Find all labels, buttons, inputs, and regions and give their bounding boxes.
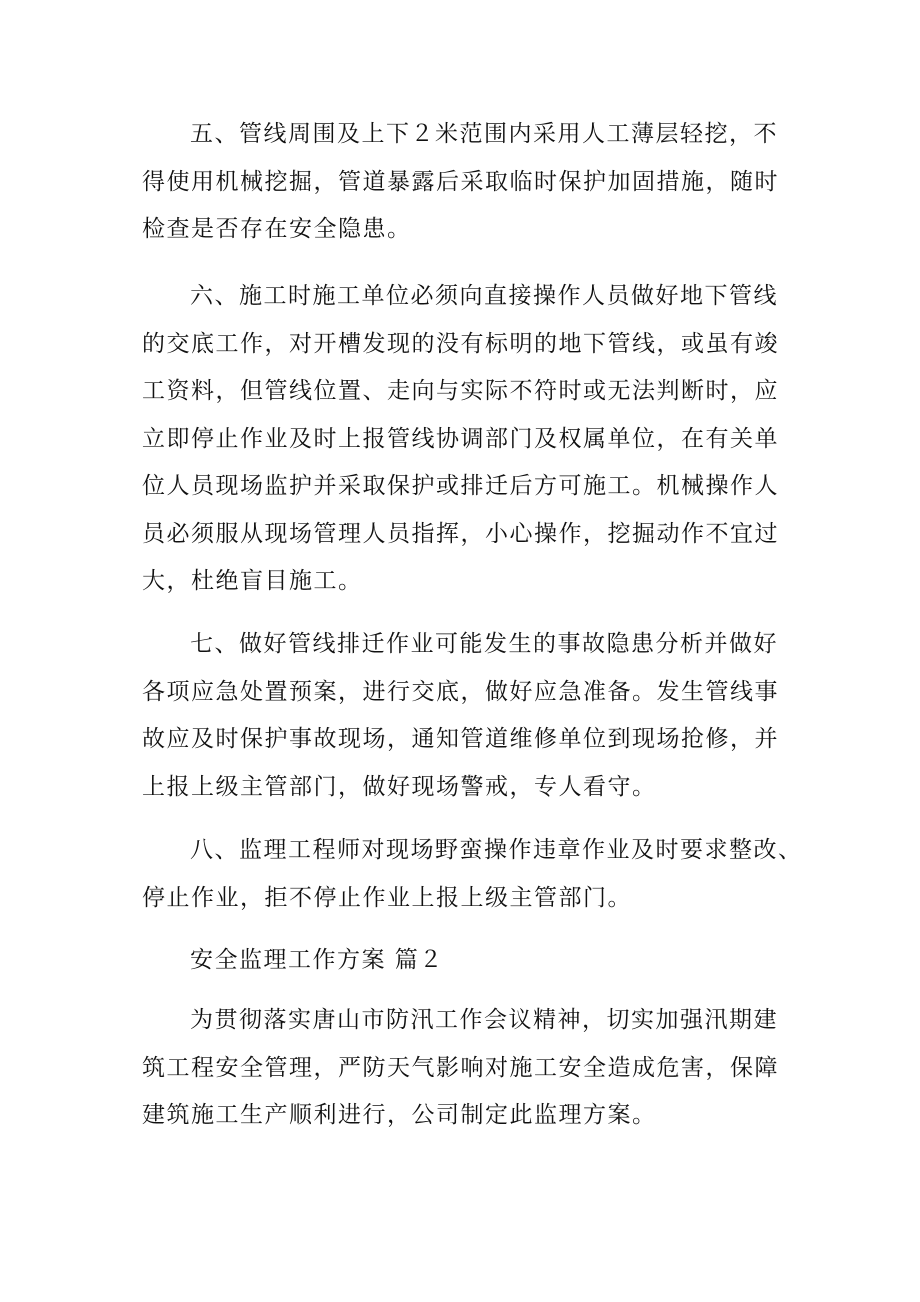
section-heading-text: 安全监理工作方案 篇２ <box>190 947 444 973</box>
text-line: 立即停止作业及时上报管线协调部门及权属单位，在有关单 <box>142 425 779 452</box>
text-line: 上报上级主管部门，做好现场警戒，专人看守。 <box>142 773 657 800</box>
text-line: 八、监理工程师对现场野蛮操作违章作业及时要求整改、 <box>190 837 803 863</box>
text-line: 的交底工作，对开槽发现的没有标明的地下管线，或虽有竣 <box>142 330 779 357</box>
text-line: 停止作业，拒不停止作业上报上级主管部门。 <box>142 884 632 911</box>
text-line: 位人员现场监护并采取保护或排迁后方可施工。机械操作人 <box>142 473 779 499</box>
paragraph-8-supervisor-duty <box>142 827 803 922</box>
paragraph-flood-season-plan <box>142 997 782 1140</box>
text-line: 筑工程安全管理，严防天气影响对施工安全造成危害，保障 <box>142 1054 779 1081</box>
paragraph-7-emergency-plan <box>142 621 782 811</box>
paragraph-6-construction-briefing <box>142 273 782 606</box>
text-line: 七、做好管线排迁作业可能发生的事故隐患分析并做好 <box>190 631 778 657</box>
text-line: 大，杜绝盲目施工。 <box>142 568 363 594</box>
text-line: 建筑施工生产顺利进行，公司制定此监理方案。 <box>142 1102 657 1128</box>
text-line: 六、施工时施工单位必须向直接操作人员做好地下管线 <box>190 283 778 309</box>
text-line: 故应及时保护事故现场，通知管道维修单位到现场抢修，并 <box>142 726 779 752</box>
text-line: 工资料，但管线位置、走向与实际不符时或无法判断时，应 <box>142 378 779 404</box>
text-line: 得使用机械挖掘，管道暴露后采取临时保护加固措施，随时 <box>142 168 779 195</box>
text-line: 检查是否存在安全隐患。 <box>142 216 412 242</box>
paragraph-5-pipeline-excavation <box>142 111 782 254</box>
section-heading <box>142 937 782 985</box>
text-line: 为贯彻落实唐山市防汛工作会议精神，切实加强汛期建 <box>190 1007 778 1033</box>
text-line: 员必须服从现场管理人员指挥，小心操作，挖掘动作不宜过 <box>142 520 779 547</box>
text-line: 五、管线周围及上下２米范围内采用人工薄层轻挖，不 <box>190 121 778 147</box>
text-line: 各项应急处置预案，进行交底，做好应急准备。发生管线事 <box>142 678 779 705</box>
